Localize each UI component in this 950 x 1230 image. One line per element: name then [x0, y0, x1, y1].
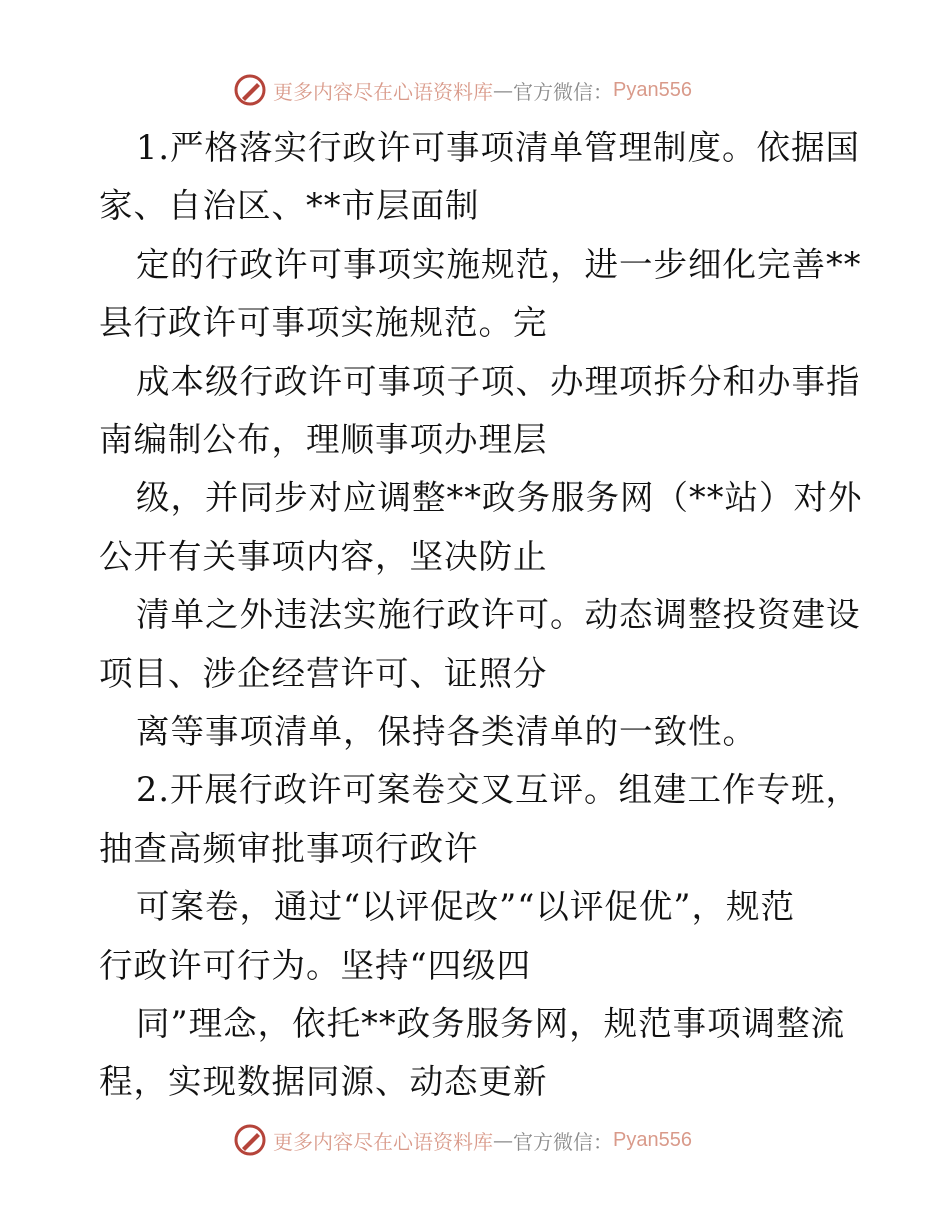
banner-wechat-label: 官方微信：	[513, 79, 613, 104]
text-line: 1.严格落实行政许可事项清单管理制度。依据国	[136, 128, 860, 167]
text-line: 抽查高频审批事项行政许	[99, 828, 479, 868]
header-watermark-banner	[233, 70, 692, 110]
text-line: 同”理念，依托**政务服务网，规范事项调整流	[136, 1004, 846, 1043]
text-line: 公开有关事项内容，坚决防止	[99, 536, 548, 576]
text-line: 家、自治区、**市层面制	[99, 186, 480, 226]
text-line: 项目、涉企经营许可、证照分	[99, 653, 548, 693]
banner-wechat-id: Pyan556	[613, 1128, 692, 1151]
pen-logo-icon	[233, 1123, 267, 1157]
text-line: 离等事项清单，保持各类清单的一致性。	[136, 712, 757, 751]
text-line: 清单之外违法实施行政许可。动态调整投资建设	[136, 595, 861, 635]
footer-watermark-banner	[233, 1120, 692, 1160]
pen-logo-icon	[233, 73, 267, 107]
text-line: 行政许可行为。坚持“四级四	[99, 945, 532, 985]
banner-title: 更多内容尽在心语资料库	[273, 79, 493, 104]
banner-wechat-id: Pyan556	[613, 78, 692, 101]
banner-dash: —	[493, 1128, 513, 1152]
text-line: 县行政许可事项实施规范。完	[99, 303, 548, 343]
text-line: 级，并同步对应调整**政务服务网（**站）对外	[136, 478, 863, 518]
text-line: 定的行政许可事项实施规范，进一步细化完善**	[136, 244, 862, 284]
text-line: 成本级行政许可事项子项、办理项拆分和办事指	[136, 361, 861, 401]
banner-title: 更多内容尽在心语资料库	[273, 1129, 493, 1154]
banner-dash: —	[493, 78, 513, 102]
text-line: 南编制公布，理顺事项办理层	[99, 420, 548, 459]
text-line: 2.开展行政许可案卷交叉互评。组建工作专班，	[136, 770, 860, 810]
text-line: 可案卷，通过“以评促改”“以评促优”，规范	[136, 887, 796, 927]
banner-wechat-label: 官方微信：	[513, 1129, 613, 1154]
text-line: 程，实现数据同源、动态更新	[99, 1062, 548, 1102]
